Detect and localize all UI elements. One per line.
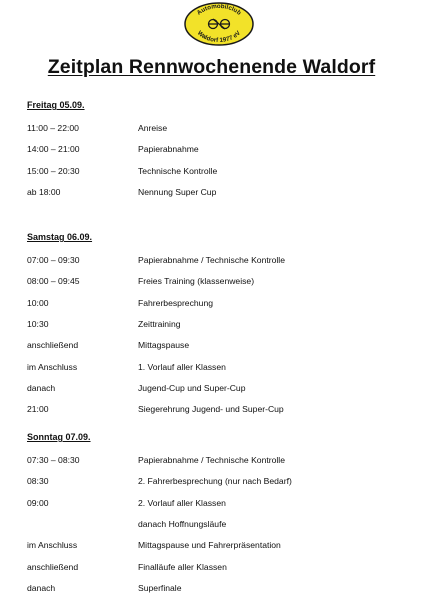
schedule-row [27,319,407,331]
club-logo-icon [183,2,255,46]
schedule-row [27,340,407,352]
schedule-event: Mittagspause und Fahrerpräsentation [138,540,281,551]
schedule-event: danach Hoffnungsläufe [138,518,227,529]
schedule-row [27,298,407,310]
schedule-time: anschließend [27,561,79,572]
schedule-row [27,540,407,552]
schedule-row [27,144,407,156]
schedule-time: 21:00 [27,404,49,415]
schedule-row [27,404,407,416]
schedule-row [27,383,407,395]
schedule-time: ab 18:00 [27,186,61,197]
schedule-event: Jugend-Cup und Super-Cup [138,382,246,393]
day-heading: Samstag 06.09. [27,232,93,242]
schedule-event: Nennung Super Cup [138,186,217,197]
schedule-row [27,166,407,178]
schedule-event: Papierabnahme / Technische Kontrolle [138,255,285,265]
schedule-event: Anreise [138,123,168,133]
schedule-event: 2. Vorlauf aller Klassen [138,497,226,508]
schedule-row [27,362,407,374]
logo-text-top: Automobilclub [195,2,243,17]
schedule-event: Siegerehrung Jugend- und Super-Cup [138,404,284,415]
schedule-event: Technische Kontrolle [138,165,218,176]
schedule-row [27,123,407,135]
schedule-row [27,519,407,531]
schedule-row [27,255,407,267]
schedule-time: anschließend [27,340,79,351]
schedule-time: 10:00 [27,297,49,308]
schedule-event: Fahrerbesprechung [138,297,214,308]
schedule-event: Papierabnahme / Technische Kontrolle [138,455,285,465]
schedule-row [27,476,407,488]
schedule-row [27,187,407,199]
schedule-time: 08:30 [27,476,49,487]
schedule-time: danach [27,582,56,593]
schedule-row [27,583,407,595]
schedule-event: Papierabnahme [138,144,199,155]
schedule-event: Finalläufe aller Klassen [138,561,227,572]
schedule-event: 2. Fahrerbesprechung (nur nach Bedarf) [138,476,292,487]
schedule-time: 08:00 – 09:45 [27,276,80,287]
schedule-event: 1. Vorlauf aller Klassen [138,361,226,372]
schedule-time: 07:00 – 09:30 [27,255,80,265]
schedule-time: 14:00 – 21:00 [27,144,80,155]
logo-text-bottom: Waldorf 1977 eV [195,29,243,45]
schedule-row [27,276,407,288]
schedule-row [27,455,407,467]
schedule-event: Mittagspause [138,340,190,351]
schedule-time: 11:00 – 22:00 [27,123,79,133]
schedule-time: 09:00 [27,497,49,508]
schedule-time: 15:00 – 20:30 [27,165,80,176]
schedule-row [27,498,407,510]
schedule-time: 10:30 [27,318,49,329]
schedule-event: Zeittraining [138,318,181,329]
page-title: Zeitplan Rennwochenende Waldorf [47,56,376,78]
schedule-time: im Anschluss [27,361,78,372]
schedule-row [27,562,407,574]
schedule-event: Freies Training (klassenweise) [138,276,255,287]
day-heading: Sonntag 07.09. [27,432,91,442]
schedule-event: Superfinale [138,582,182,593]
schedule-time: 07:30 – 08:30 [27,455,80,465]
club-logo [183,2,255,46]
schedule-time: im Anschluss [27,540,78,551]
day-heading: Freitag 05.09. [27,100,85,110]
schedule-time: danach [27,382,56,393]
